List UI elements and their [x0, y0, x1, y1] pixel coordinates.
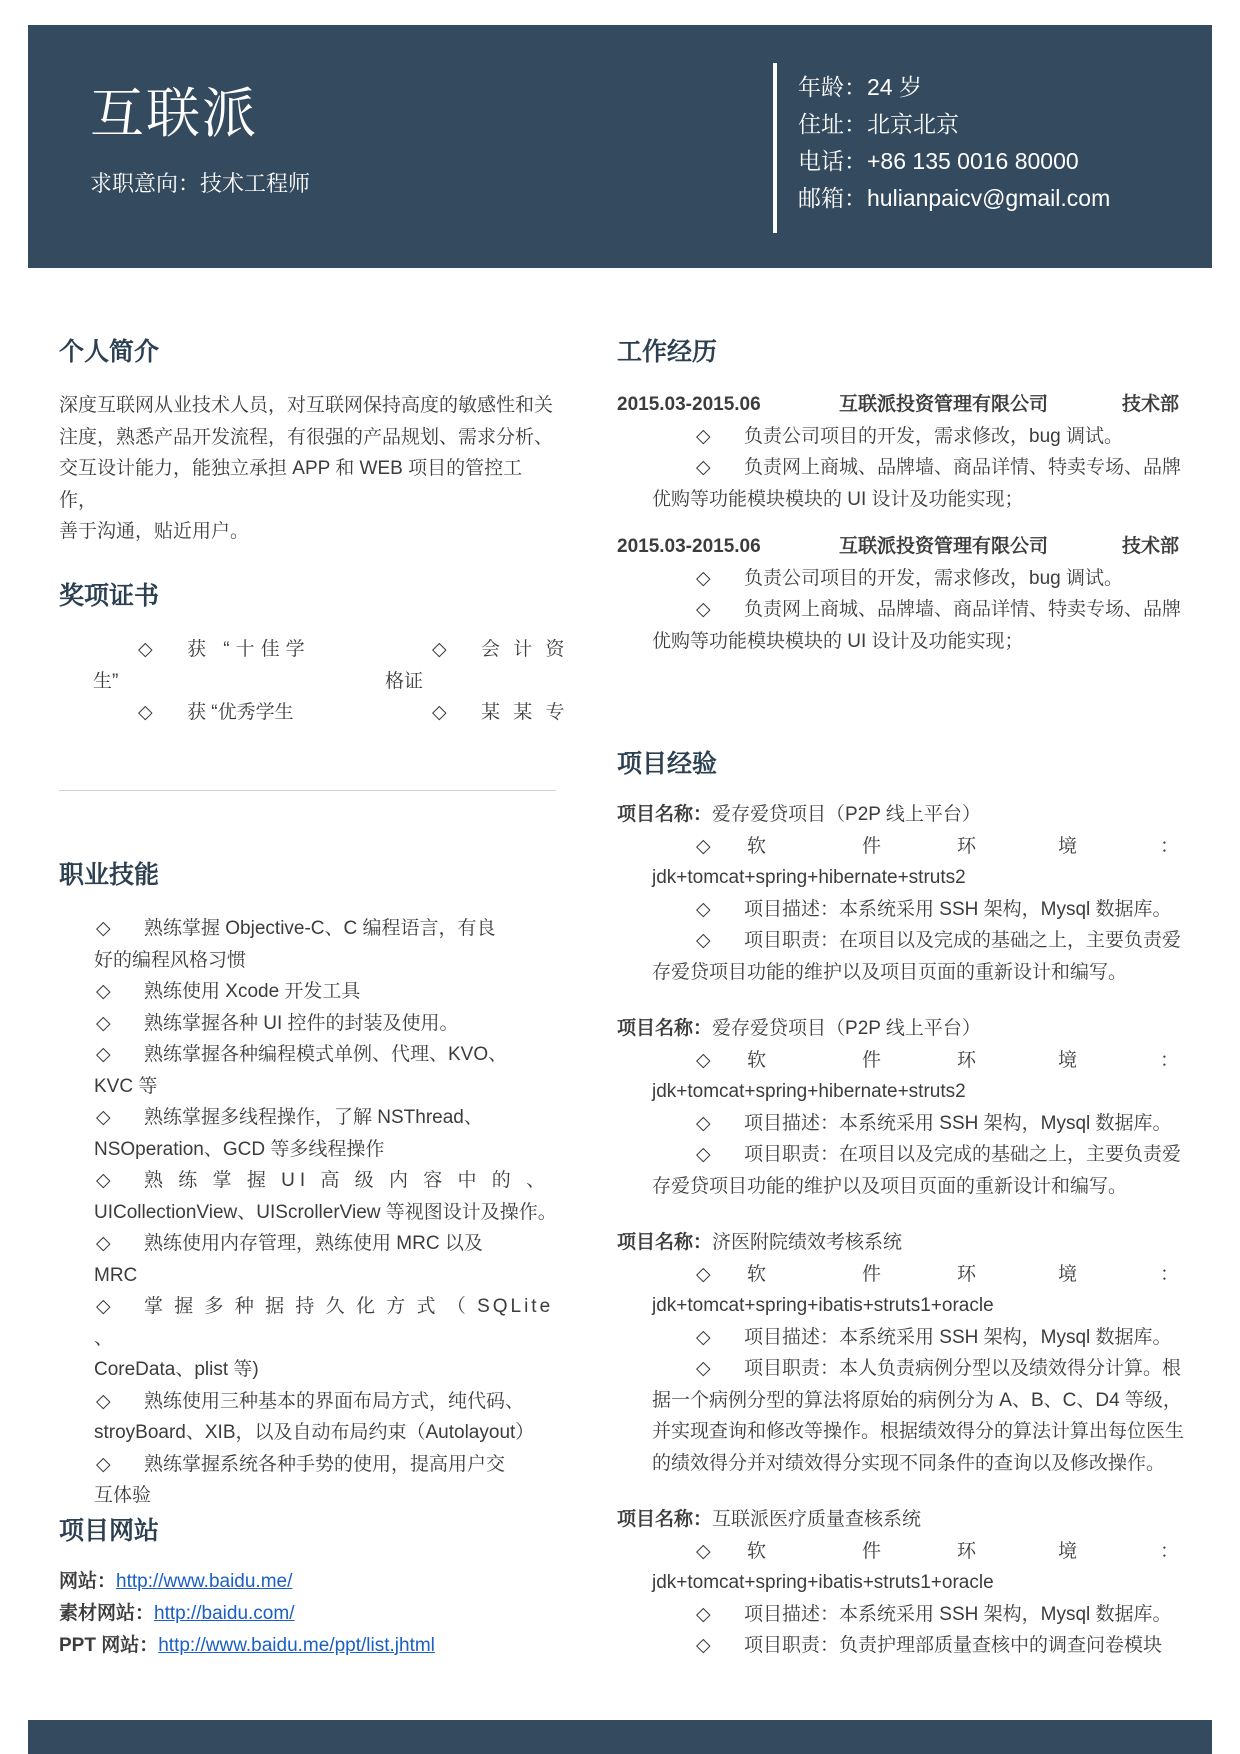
- award-row: [59, 666, 559, 698]
- diamond-icon: ◇: [696, 1263, 711, 1285]
- sites-section: [59, 1519, 559, 1662]
- project-duty: ◇ 项目职责：负责护理部质量查核中的调查问卷模块: [617, 1630, 1189, 1662]
- site-label: PPT 网站：: [59, 1635, 159, 1656]
- profile-line: 注度，熟悉产品开发流程，有很强的产品规划、需求分析、: [59, 426, 554, 448]
- skill-item: ◇ 掌 握 多 种 据 持 久 化 方 式 （ SQLite 、: [59, 1291, 569, 1354]
- skill-item-cont: MRC: [94, 1264, 138, 1286]
- diamond-icon: ◇: [696, 425, 711, 447]
- project-env-label: [617, 831, 1189, 863]
- project-name-label: 项目名称：: [617, 1018, 713, 1039]
- skill-item: ◇ 熟练掌握各种编程模式单例、代理、KVO、: [59, 1039, 569, 1071]
- diamond-icon: ◇: [696, 1603, 711, 1625]
- section-divider: [59, 790, 556, 791]
- diamond-icon: ◇: [696, 599, 711, 620]
- diamond-icon: ◇: [96, 1107, 111, 1128]
- skill-item: ◇ 熟练使用三种基本的界面布局方式，纯代码、: [59, 1386, 569, 1418]
- project-env: jdk+tomcat+spring+hibernate+struts2: [652, 867, 966, 888]
- contact-info: [798, 69, 1110, 217]
- phone-line: 电话：+86 135 0016 80000: [798, 148, 1079, 174]
- env-word: 环: [957, 1263, 977, 1285]
- project-name: 爱存爱贷项目（P2P 线上平台）: [712, 804, 981, 825]
- award-item-cont: 格证: [385, 670, 424, 692]
- skills-section: [59, 861, 559, 1506]
- env-word: 环: [957, 1540, 977, 1562]
- env-word: 件: [862, 1540, 882, 1562]
- sites-title: 项目网站: [59, 1517, 160, 1545]
- diamond-icon: ◇: [96, 1453, 111, 1475]
- env-word: 境: [1058, 835, 1078, 857]
- site-link[interactable]: http://www.baidu.me/ppt/list.jhtml: [158, 1635, 435, 1656]
- site-link[interactable]: http://baidu.com/: [154, 1603, 295, 1624]
- diamond-icon: ◇: [696, 1635, 711, 1656]
- project-entry: [617, 1504, 1189, 1662]
- skill-item-cont: KVC 等: [94, 1075, 158, 1097]
- diamond-icon: ◇: [96, 1233, 111, 1254]
- project-duty: ◇ 项目职责：在项目以及完成的基础之上，主要负责爱: [617, 925, 1189, 957]
- project-desc: ◇ 项目描述：本系统采用 SSH 架构，Mysql 数据库。: [617, 1322, 1189, 1354]
- env-word: ：: [1160, 835, 1180, 857]
- skills-title: 职业技能: [59, 861, 160, 889]
- skill-item-cont: 互体验: [94, 1485, 152, 1506]
- award-row: [59, 697, 569, 729]
- diamond-icon: ◇: [96, 1044, 111, 1065]
- project-name: 爱存爱贷项目（P2P 线上平台）: [712, 1018, 981, 1039]
- age-line: 年龄：24 岁: [798, 74, 922, 100]
- profile-line: 善于沟通，贴近用户。: [59, 521, 250, 542]
- job-header: [617, 531, 1189, 563]
- diamond-icon: ◇: [696, 1144, 711, 1165]
- projects-list: [617, 799, 1189, 1715]
- project-name: 济医附院绩效考核系统: [712, 1232, 903, 1253]
- profile-section: [59, 340, 559, 548]
- site-row: [59, 1566, 559, 1598]
- project-name-row: [617, 1227, 1189, 1259]
- job-date: 2015.03-2015.06: [617, 536, 761, 557]
- diamond-icon: ◇: [96, 1170, 111, 1191]
- header-banner: [28, 25, 1212, 268]
- award-item: 获 “优秀学生: [187, 702, 294, 723]
- skill-item-cont: UICollectionView、UIScrollerView 等视图设计及操作。: [94, 1201, 557, 1223]
- site-row: [59, 1630, 559, 1662]
- site-label: 网站：: [59, 1571, 117, 1592]
- project-duty-cont: 存爱贷项目功能的维护以及项目页面的重新设计和编写。: [652, 1175, 1128, 1197]
- skills-list: [59, 913, 569, 1506]
- env-word: 环: [957, 1049, 977, 1071]
- diamond-icon: ◇: [96, 1390, 111, 1412]
- job-bullet-cont: 优购等功能模块模块的 UI 设计及功能实现；: [652, 488, 1024, 510]
- job-bullet: ◇ 负责公司项目的开发，需求修改，bug 调试。: [617, 421, 1189, 453]
- job-company: 互联派投资管理有限公司: [839, 536, 1049, 557]
- award-item: 会 计 资: [481, 639, 569, 660]
- email-line: 邮箱：hulianpaicv@gmail.com: [798, 185, 1111, 211]
- project-desc: ◇ 项目描述：本系统采用 SSH 架构，Mysql 数据库。: [617, 894, 1189, 926]
- address-line: 住址：北京北京: [798, 111, 959, 137]
- award-item-cont: 生”: [93, 670, 119, 692]
- project-env-label: [617, 1536, 1189, 1568]
- awards-section: [59, 582, 569, 729]
- project-entry: [617, 1013, 1189, 1202]
- diamond-icon: ◇: [696, 1540, 711, 1562]
- profile-title: 个人简介: [59, 338, 160, 366]
- env-word: ：: [1160, 1049, 1180, 1071]
- diamond-icon: ◇: [696, 1326, 711, 1348]
- job-bullet: ◇ 负责公司项目的开发，需求修改，bug 调试。: [617, 563, 1189, 595]
- profile-line: 深度互联网从业技术人员，对互联网保持高度的敏感性和关: [59, 395, 554, 416]
- project-name-row: [617, 799, 1189, 831]
- skill-item: ◇ 熟练使用 Xcode 开发工具: [59, 976, 569, 1008]
- env-word: 件: [862, 1049, 882, 1071]
- diamond-icon: ◇: [138, 702, 153, 723]
- diamond-icon: ◇: [96, 918, 111, 939]
- project-duty: ◇ 项目职责：本人负责病例分型以及绩效得分计算。根: [617, 1353, 1189, 1385]
- project-desc: ◇ 项目描述：本系统采用 SSH 架构，Mysql 数据库。: [617, 1599, 1189, 1631]
- env-word: 境: [1058, 1049, 1078, 1071]
- profile-line: 交互设计能力，能独立承担 APP 和 WEB 项目的管控工作，: [59, 458, 523, 511]
- project-name-label: 项目名称：: [617, 1232, 713, 1253]
- diamond-icon: ◇: [696, 1049, 711, 1071]
- project-duty-cont: 存爱贷项目功能的维护以及项目页面的重新设计和编写。: [652, 961, 1128, 983]
- project-entry: [617, 1227, 1189, 1479]
- skill-item: ◇ 熟 练 掌 握 UI 高 级 内 容 中 的 、: [59, 1165, 569, 1197]
- candidate-name: 互联派: [90, 84, 258, 144]
- site-link[interactable]: http://www.baidu.me/: [116, 1571, 293, 1592]
- job-dept: 技术部: [1122, 394, 1180, 415]
- project-name-row: [617, 1013, 1189, 1045]
- project-env-label: [617, 1259, 1189, 1291]
- award-row: [59, 634, 569, 666]
- diamond-icon: ◇: [432, 639, 447, 660]
- project-duty-cont: 据一个病例分型的算法将原始的病例分为 A、B、C、D4 等级，: [652, 1389, 1182, 1411]
- projects-section: [617, 752, 1189, 1715]
- award-item: 获 “十佳学: [187, 639, 311, 660]
- project-desc: ◇ 项目描述：本系统采用 SSH 架构，Mysql 数据库。: [617, 1108, 1189, 1140]
- diamond-icon: ◇: [696, 1112, 711, 1134]
- skill-item: ◇ 熟练使用内存管理，熟练使用 MRC 以及: [59, 1228, 569, 1260]
- project-duty: ◇ 项目职责：在项目以及完成的基础之上，主要负责爱: [617, 1139, 1189, 1171]
- skill-item-cont: 好的编程风格习惯: [94, 949, 247, 971]
- job-company: 互联派投资管理有限公司: [839, 394, 1049, 415]
- diamond-icon: ◇: [696, 1358, 711, 1379]
- env-word: 境: [1058, 1540, 1078, 1562]
- work-section: [617, 340, 1189, 657]
- job-dept: 技术部: [1122, 536, 1180, 557]
- job-intent: 求职意向：技术工程师: [90, 171, 311, 196]
- diamond-icon: ◇: [696, 930, 711, 951]
- env-word: ：: [1160, 1263, 1180, 1285]
- diamond-icon: ◇: [432, 702, 447, 723]
- diamond-icon: ◇: [696, 567, 711, 589]
- skill-item-cont: stroyBoard、XIB，以及自动布局约束（Autolayout）: [94, 1422, 535, 1443]
- skill-item: ◇ 熟练掌握系统各种手势的使用，提高用户交: [59, 1449, 569, 1481]
- project-name-label: 项目名称：: [617, 804, 713, 825]
- diamond-icon: ◇: [696, 457, 711, 478]
- projects-title: 项目经验: [617, 750, 718, 778]
- diamond-icon: ◇: [96, 981, 111, 1002]
- job-bullet: ◇ 负责网上商城、品牌墙、商品详情、特卖专场、品牌: [617, 594, 1189, 626]
- job-header: [617, 389, 1189, 421]
- env-word: 环: [957, 835, 977, 857]
- project-env: jdk+tomcat+spring+hibernate+struts2: [652, 1081, 966, 1102]
- project-env-label: [617, 1045, 1189, 1077]
- env-word: ：: [1160, 1540, 1180, 1562]
- work-title: 工作经历: [617, 338, 718, 366]
- skill-item-cont: CoreData、plist 等): [94, 1359, 259, 1380]
- job-date: 2015.03-2015.06: [617, 394, 761, 415]
- env-word: 软: [747, 1049, 767, 1071]
- project-name-label: 项目名称：: [617, 1509, 713, 1530]
- diamond-icon: ◇: [696, 898, 711, 920]
- awards-title: 奖项证书: [59, 582, 160, 610]
- skill-item-cont: NSOperation、GCD 等多线程操作: [94, 1138, 385, 1160]
- project-env: jdk+tomcat+spring+ibatis+struts1+oracle: [652, 1572, 994, 1593]
- project-duty-cont: 的绩效得分并对绩效得分实现不同条件的查询以及修改操作。: [652, 1452, 1166, 1474]
- award-item: 某 某 专: [481, 702, 569, 723]
- diamond-icon: ◇: [696, 835, 711, 857]
- env-word: 件: [862, 1263, 882, 1285]
- job-bullet: ◇ 负责网上商城、品牌墙、商品详情、特卖专场、品牌: [617, 452, 1189, 484]
- env-word: 软: [747, 1263, 767, 1285]
- diamond-icon: ◇: [96, 1296, 111, 1317]
- job-bullet-cont: 优购等功能模块模块的 UI 设计及功能实现；: [652, 630, 1024, 652]
- diamond-icon: ◇: [96, 1012, 111, 1034]
- env-word: 境: [1058, 1263, 1078, 1285]
- footer-bar: [28, 1720, 1212, 1754]
- env-word: 软: [747, 1540, 767, 1562]
- skill-item: ◇ 熟练掌握多线程操作，了解 NSThread、: [59, 1102, 569, 1134]
- header-divider: [773, 63, 777, 233]
- site-label: 素材网站：: [59, 1603, 155, 1624]
- project-name-row: [617, 1504, 1189, 1536]
- env-word: 件: [862, 835, 882, 857]
- project-env: jdk+tomcat+spring+ibatis+struts1+oracle: [652, 1295, 994, 1316]
- env-word: 软: [747, 835, 767, 857]
- project-name: 互联派医疗质量查核系统: [712, 1509, 922, 1530]
- site-row: [59, 1598, 559, 1630]
- skill-item: ◇ 熟练掌握各种 UI 控件的封装及使用。: [59, 1008, 569, 1040]
- profile-text: [59, 390, 559, 548]
- skill-item: ◇ 熟练掌握 Objective-C、C 编程语言，有良: [59, 913, 569, 945]
- project-entry: [617, 799, 1189, 988]
- project-duty-cont: 并实现查询和修改等操作。根据绩效得分的算法计算出每位医生: [652, 1421, 1185, 1442]
- diamond-icon: ◇: [138, 639, 153, 660]
